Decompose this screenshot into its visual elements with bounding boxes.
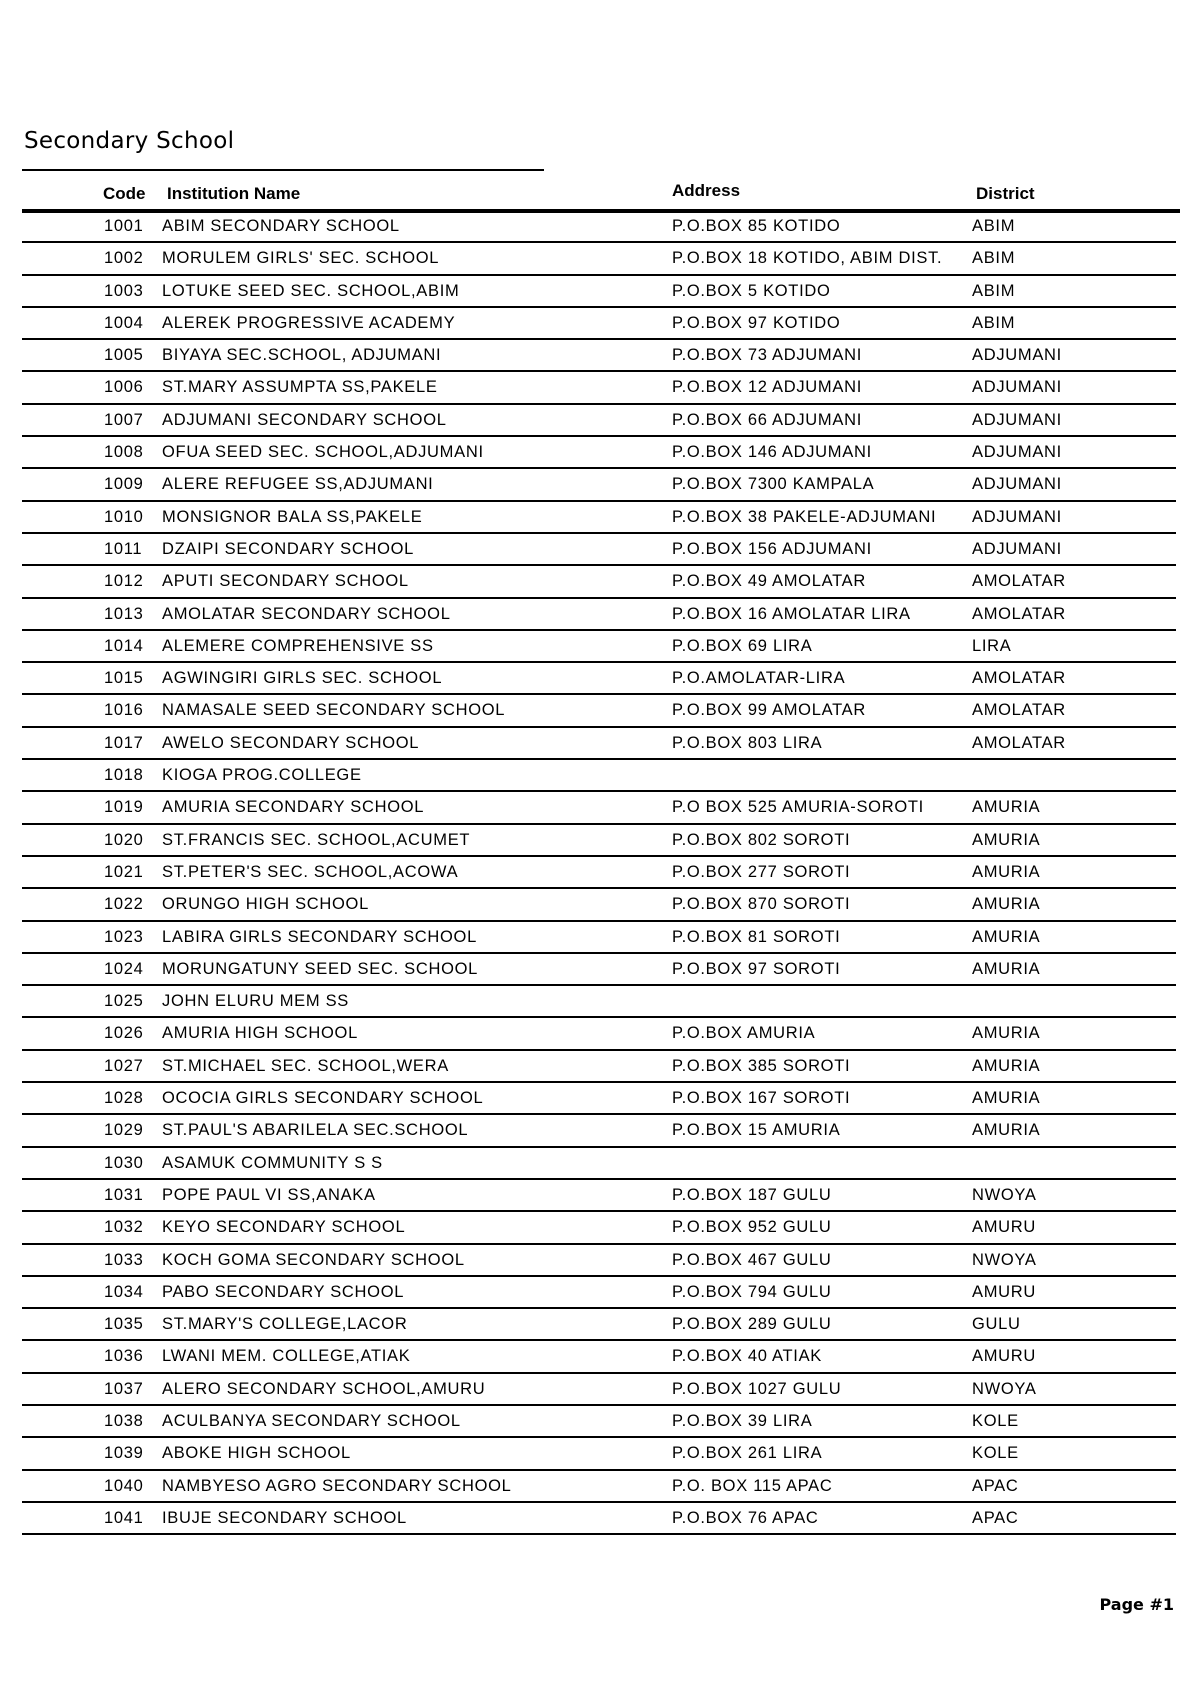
cell-district: AMURU [972, 1218, 1036, 1237]
table-row [22, 502, 1176, 534]
cell-district: AMURIA [972, 1121, 1041, 1140]
cell-institution-name: KEYO SECONDARY SCHOOL [162, 1218, 406, 1237]
cell-address: P.O.BOX 277 SOROTI [672, 862, 851, 881]
cell-code: 1022 [104, 895, 144, 914]
table-row [22, 1406, 1176, 1438]
cell-institution-name: LWANI MEM. COLLEGE,ATIAK [162, 1347, 411, 1366]
cell-institution-name: AGWINGIRI GIRLS SEC. SCHOOL [162, 669, 443, 688]
cell-district: ADJUMANI [972, 507, 1062, 526]
cell-code: 1014 [104, 636, 144, 655]
table-row [22, 1374, 1176, 1406]
cell-institution-name: MORULEM GIRLS' SEC. SCHOOL [162, 249, 440, 268]
cell-address: P.O.BOX 1027 GULU [672, 1379, 842, 1398]
cell-address: P.O.BOX 39 LIRA [672, 1411, 813, 1430]
cell-code: 1005 [104, 346, 144, 365]
cell-code: 1013 [104, 604, 144, 623]
cell-district: AMURIA [972, 798, 1041, 817]
cell-institution-name: MORUNGATUNY SEED SEC. SCHOOL [162, 959, 479, 978]
cell-address: P.O.BOX 467 GULU [672, 1250, 832, 1269]
cell-district: AMURIA [972, 862, 1041, 881]
table-row [22, 954, 1176, 986]
cell-address: P.O.BOX 18 KOTIDO, ABIM DIST. [672, 249, 943, 268]
cell-district: AMURU [972, 1347, 1036, 1366]
cell-institution-name: ST.PAUL'S ABARILELA SEC.SCHOOL [162, 1121, 469, 1140]
cell-code: 1015 [104, 669, 144, 688]
cell-district: ADJUMANI [972, 539, 1062, 558]
cell-address: P.O. BOX 115 APAC [672, 1476, 833, 1495]
table-row [22, 922, 1176, 954]
cell-code: 1017 [104, 733, 144, 752]
cell-address: P.O.BOX 187 GULU [672, 1185, 832, 1204]
cell-code: 1006 [104, 378, 144, 397]
cell-institution-name: DZAIPI SECONDARY SCHOOL [162, 539, 415, 558]
cell-district: LIRA [972, 636, 1012, 655]
table-row [22, 308, 1176, 340]
cell-address: P.O.BOX 794 GULU [672, 1282, 832, 1301]
cell-institution-name: LABIRA GIRLS SECONDARY SCHOOL [162, 927, 477, 946]
cell-address: P.O.BOX 49 AMOLATAR [672, 572, 866, 591]
cell-institution-name: IBUJE SECONDARY SCHOOL [162, 1508, 407, 1527]
cell-address: P.O.BOX 97 SOROTI [672, 959, 841, 978]
cell-code: 1037 [104, 1379, 144, 1398]
institution-table [22, 211, 1176, 1535]
table-row [22, 340, 1176, 372]
cell-code: 1033 [104, 1250, 144, 1269]
cell-institution-name: OFUA SEED SEC. SCHOOL,ADJUMANI [162, 443, 484, 462]
cell-code: 1030 [104, 1153, 144, 1172]
table-row [22, 1341, 1176, 1373]
table-row [22, 211, 1176, 243]
cell-institution-name: ST.MARY ASSUMPTA SS,PAKELE [162, 378, 438, 397]
cell-district: NWOYA [972, 1379, 1037, 1398]
table-row [22, 1018, 1176, 1050]
cell-district: APAC [972, 1508, 1019, 1527]
cell-institution-name: POPE PAUL VI SS,ANAKA [162, 1185, 376, 1204]
cell-district: AMURIA [972, 1056, 1041, 1075]
cell-code: 1031 [104, 1185, 144, 1204]
cell-institution-name: ST.MARY'S COLLEGE,LACOR [162, 1315, 408, 1334]
column-header-district: District [976, 184, 1035, 203]
cell-code: 1038 [104, 1411, 144, 1430]
cell-district: KOLE [972, 1444, 1019, 1463]
cell-address: P.O.BOX 12 ADJUMANI [672, 378, 862, 397]
cell-code: 1008 [104, 443, 144, 462]
cell-code: 1001 [104, 217, 144, 235]
cell-code: 1041 [104, 1508, 144, 1527]
cell-code: 1002 [104, 249, 144, 268]
cell-address: P.O.BOX 952 GULU [672, 1218, 832, 1237]
cell-code: 1012 [104, 572, 144, 591]
cell-district: ABIM [972, 249, 1016, 268]
report-title: Secondary School [24, 128, 235, 154]
cell-code: 1032 [104, 1218, 144, 1237]
cell-code: 1021 [104, 862, 144, 881]
cell-institution-name: LOTUKE SEED SEC. SCHOOL,ABIM [162, 281, 460, 300]
cell-institution-name: NAMASALE SEED SECONDARY SCHOOL [162, 701, 506, 720]
cell-code: 1028 [104, 1089, 144, 1108]
cell-institution-name: BIYAYA SEC.SCHOOL, ADJUMANI [162, 346, 442, 365]
cell-district: NWOYA [972, 1185, 1037, 1204]
cell-institution-name: ACULBANYA SECONDARY SCHOOL [162, 1411, 461, 1430]
cell-code: 1004 [104, 313, 144, 332]
cell-institution-name: AMOLATAR SECONDARY SCHOOL [162, 604, 451, 623]
cell-code: 1009 [104, 475, 144, 494]
table-row [22, 566, 1176, 598]
cell-code: 1040 [104, 1476, 144, 1495]
cell-district: AMURIA [972, 927, 1041, 946]
table-row [22, 857, 1176, 889]
cell-address: P.O.BOX 66 ADJUMANI [672, 410, 862, 429]
cell-district: ADJUMANI [972, 346, 1062, 365]
cell-address: P.O.BOX 289 GULU [672, 1315, 832, 1334]
cell-address: P.O.BOX 7300 KAMPALA [672, 475, 875, 494]
cell-address: P.O.BOX 97 KOTIDO [672, 313, 841, 332]
cell-address: P.O.BOX 15 AMURIA [672, 1121, 841, 1140]
cell-institution-name: PABO SECONDARY SCHOOL [162, 1282, 405, 1301]
cell-institution-name: KOCH GOMA SECONDARY SCHOOL [162, 1250, 465, 1269]
table-row [22, 1245, 1176, 1277]
table-row [22, 889, 1176, 921]
table-row [22, 760, 1176, 792]
cell-institution-name: OCOCIA GIRLS SECONDARY SCHOOL [162, 1089, 484, 1108]
cell-institution-name: APUTI SECONDARY SCHOOL [162, 572, 409, 591]
cell-address: P.O.BOX 38 PAKELE-ADJUMANI [672, 507, 937, 526]
cell-institution-name: ALERO SECONDARY SCHOOL,AMURU [162, 1379, 486, 1398]
cell-code: 1010 [104, 507, 144, 526]
cell-address: P.O.BOX 5 KOTIDO [672, 281, 831, 300]
cell-institution-name: ALEREK PROGRESSIVE ACADEMY [162, 313, 456, 332]
cell-code: 1023 [104, 927, 144, 946]
cell-address: P.O.BOX 16 AMOLATAR LIRA [672, 604, 911, 623]
cell-code: 1011 [104, 539, 143, 558]
table-row [22, 792, 1176, 824]
cell-district: AMOLATAR [972, 733, 1066, 752]
column-header-institution-name: Institution Name [167, 184, 301, 203]
cell-institution-name: ST.PETER'S SEC. SCHOOL,ACOWA [162, 862, 459, 881]
column-header-address: Address [672, 181, 741, 200]
table-row [22, 1180, 1176, 1212]
table-row [22, 437, 1176, 469]
table-row [22, 1051, 1176, 1083]
table-row [22, 825, 1176, 857]
cell-institution-name: AMURIA SECONDARY SCHOOL [162, 798, 425, 817]
cell-district: KOLE [972, 1411, 1019, 1430]
table-row [22, 1471, 1176, 1503]
cell-code: 1007 [104, 410, 144, 429]
table-row [22, 599, 1176, 631]
cell-institution-name: ASAMUK COMMUNITY S S [162, 1153, 383, 1172]
cell-address: P.O.BOX 261 LIRA [672, 1444, 823, 1463]
cell-district: AMOLATAR [972, 669, 1066, 688]
cell-address: P.O.BOX 156 ADJUMANI [672, 539, 872, 558]
table-row [22, 728, 1176, 760]
table-row [22, 631, 1176, 663]
cell-code: 1026 [104, 1024, 144, 1043]
cell-address: P.O.BOX 81 SOROTI [672, 927, 841, 946]
cell-code: 1035 [104, 1315, 144, 1334]
cell-institution-name: AMURIA HIGH SCHOOL [162, 1024, 358, 1043]
table-row [22, 695, 1176, 727]
table-row [22, 1438, 1176, 1470]
cell-address: P.O.BOX 69 LIRA [672, 636, 813, 655]
cell-district: APAC [972, 1476, 1019, 1495]
cell-code: 1029 [104, 1121, 144, 1140]
cell-institution-name: MONSIGNOR BALA SS,PAKELE [162, 507, 423, 526]
cell-address: P.O.BOX 385 SOROTI [672, 1056, 851, 1075]
cell-institution-name: ABIM SECONDARY SCHOOL [162, 217, 400, 235]
cell-institution-name: NAMBYESO AGRO SECONDARY SCHOOL [162, 1476, 512, 1495]
table-row [22, 1212, 1176, 1244]
cell-institution-name: ALERE REFUGEE SS,ADJUMANI [162, 475, 434, 494]
cell-institution-name: KIOGA PROG.COLLEGE [162, 766, 362, 785]
cell-address: P.O.AMOLATAR-LIRA [672, 669, 846, 688]
table-row [22, 534, 1176, 566]
cell-address: P.O.BOX 146 ADJUMANI [672, 443, 872, 462]
cell-code: 1024 [104, 959, 144, 978]
cell-address: P.O.BOX 870 SOROTI [672, 895, 851, 914]
cell-address: P.O.BOX 85 KOTIDO [672, 217, 841, 235]
cell-district: AMOLATAR [972, 701, 1066, 720]
cell-district: AMOLATAR [972, 572, 1066, 591]
cell-district: AMURIA [972, 1024, 1041, 1043]
cell-institution-name: ALEMERE COMPREHENSIVE SS [162, 636, 434, 655]
cell-address: P.O.BOX 803 LIRA [672, 733, 823, 752]
cell-district: AMURIA [972, 1089, 1041, 1108]
title-underline [22, 169, 544, 171]
cell-district: ADJUMANI [972, 378, 1062, 397]
cell-district: AMURIA [972, 959, 1041, 978]
cell-institution-name: ADJUMANI SECONDARY SCHOOL [162, 410, 447, 429]
cell-institution-name: JOHN ELURU MEM SS [162, 992, 350, 1011]
cell-address: P.O.BOX 40 ATIAK [672, 1347, 822, 1366]
cell-institution-name: ABOKE HIGH SCHOOL [162, 1444, 351, 1463]
table-row [22, 405, 1176, 437]
table-row [22, 1503, 1176, 1535]
cell-district: ABIM [972, 281, 1016, 300]
table-row [22, 663, 1176, 695]
cell-address: P.O.BOX 802 SOROTI [672, 830, 851, 849]
table-row [22, 372, 1176, 404]
table-row [22, 276, 1176, 308]
cell-district: AMOLATAR [972, 604, 1066, 623]
cell-code: 1034 [104, 1282, 144, 1301]
cell-code: 1016 [104, 701, 144, 720]
cell-institution-name: ST.FRANCIS SEC. SCHOOL,ACUMET [162, 830, 471, 849]
cell-institution-name: ORUNGO HIGH SCHOOL [162, 895, 369, 914]
table-row [22, 243, 1176, 275]
column-header-code: Code [103, 184, 146, 203]
cell-code: 1019 [104, 798, 144, 817]
table-row [22, 986, 1176, 1018]
table-row [22, 1083, 1176, 1115]
cell-district: AMURU [972, 1282, 1036, 1301]
cell-district: AMURIA [972, 895, 1041, 914]
table-row [22, 1277, 1176, 1309]
cell-code: 1003 [104, 281, 144, 300]
cell-address: P.O BOX 525 AMURIA-SOROTI [672, 798, 924, 817]
cell-district: GULU [972, 1315, 1021, 1334]
cell-address: P.O.BOX AMURIA [672, 1024, 816, 1043]
table-row [22, 1115, 1176, 1147]
cell-institution-name: AWELO SECONDARY SCHOOL [162, 733, 420, 752]
cell-district: NWOYA [972, 1250, 1037, 1269]
cell-address: P.O.BOX 76 APAC [672, 1508, 819, 1527]
cell-address: P.O.BOX 167 SOROTI [672, 1089, 851, 1108]
cell-district: ADJUMANI [972, 475, 1062, 494]
table-row [22, 469, 1176, 501]
cell-district: AMURIA [972, 830, 1041, 849]
table-row [22, 1148, 1176, 1180]
cell-code: 1020 [104, 830, 144, 849]
cell-address: P.O.BOX 99 AMOLATAR [672, 701, 866, 720]
table-row [22, 1309, 1176, 1341]
cell-address: P.O.BOX 73 ADJUMANI [672, 346, 862, 365]
cell-code: 1027 [104, 1056, 144, 1075]
cell-code: 1036 [104, 1347, 144, 1366]
cell-code: 1039 [104, 1444, 144, 1463]
cell-district: ABIM [972, 313, 1016, 332]
cell-district: ABIM [972, 217, 1016, 235]
cell-code: 1018 [104, 766, 144, 785]
page-number: Page #1 [1099, 1595, 1174, 1614]
cell-district: ADJUMANI [972, 410, 1062, 429]
cell-district: ADJUMANI [972, 443, 1062, 462]
cell-code: 1025 [104, 992, 144, 1011]
cell-institution-name: ST.MICHAEL SEC. SCHOOL,WERA [162, 1056, 449, 1075]
